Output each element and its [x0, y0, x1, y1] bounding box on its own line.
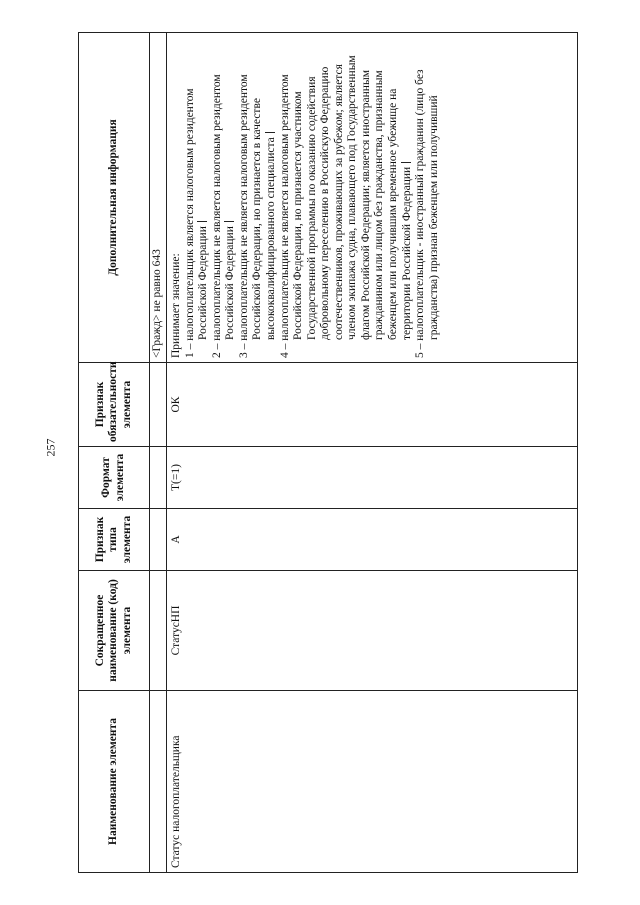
- rotated-table-area: [78, 33, 583, 873]
- condition-row: [150, 33, 167, 873]
- option-bar-marker: [224, 221, 234, 222]
- condition-cell-empty-1: [150, 691, 167, 873]
- option-bar-marker: [197, 221, 207, 222]
- condition-cell-empty-5: [150, 363, 167, 447]
- option-bar-marker: [265, 132, 275, 133]
- info-option-4: [279, 37, 415, 358]
- header-info: Дополнительная информация: [79, 33, 150, 363]
- table-row: [167, 33, 578, 873]
- info-option-3-text: 3 – налогоплательщик не является налоговым резидентом Российской Федерации, но признается в качестве высококвалифицированного специалиста: [237, 74, 277, 358]
- cell-info: [167, 33, 578, 363]
- info-option-4-text: 4 – налогоплательщик не является налоговым резидентом Российской Федерации, но признается участником Государственной программы по оказанию содействия добровольному переселению в Российскую Федерацию соотечественников, проживающих за рубежом; является членом экипажа судна, плавающего под Государственным флагом Российской Федерации; является иностранным гражданином или лицом без гражданства, признанным беженцем или получившим временное убежище на территории Российской Федерации: [278, 55, 413, 358]
- info-option-1: [184, 37, 211, 358]
- info-option-2: [211, 37, 238, 358]
- cell-format: Т(=1): [167, 447, 578, 509]
- cell-name: Статус налогоплательщика: [167, 691, 578, 873]
- table-wrapper: [78, 33, 583, 873]
- condition-cell-empty-3: [150, 509, 167, 571]
- header-short-name: Сокращенное наименование (код) элемента: [79, 571, 150, 691]
- header-type: Признак типа элемента: [79, 509, 150, 571]
- page-number: 257: [43, 438, 58, 457]
- cell-required: ОК: [167, 363, 578, 447]
- header-row: [79, 33, 150, 873]
- info-intro: Принимает значение:: [170, 253, 182, 358]
- info-option-5: [414, 37, 441, 358]
- cell-type: А: [167, 509, 578, 571]
- header-format: Формат элемента: [79, 447, 150, 509]
- header-required: Признак обязательности элемента: [79, 363, 150, 447]
- info-option-2-text: 2 – налогоплательщик не является налоговым резидентом Российской Федерации: [210, 74, 237, 358]
- info-option-3: [238, 37, 279, 358]
- condition-cell-empty-2: [150, 571, 167, 691]
- header-name: Наименование элемента: [79, 691, 150, 873]
- condition-cell-empty-4: [150, 447, 167, 509]
- cell-short-name: СтатусНП: [167, 571, 578, 691]
- info-option-5-text: 5 – налогоплательщик - иностранный гражданин (лицо без гражданства) признан беженцем или получивший: [414, 69, 440, 358]
- elements-table: [78, 32, 578, 873]
- condition-cell: <Гражд> не равно 643: [150, 33, 167, 363]
- option-bar-marker: [401, 162, 411, 163]
- info-option-1-text: 1 – налогоплательщик является налоговым резидентом Российской Федерации: [183, 88, 210, 358]
